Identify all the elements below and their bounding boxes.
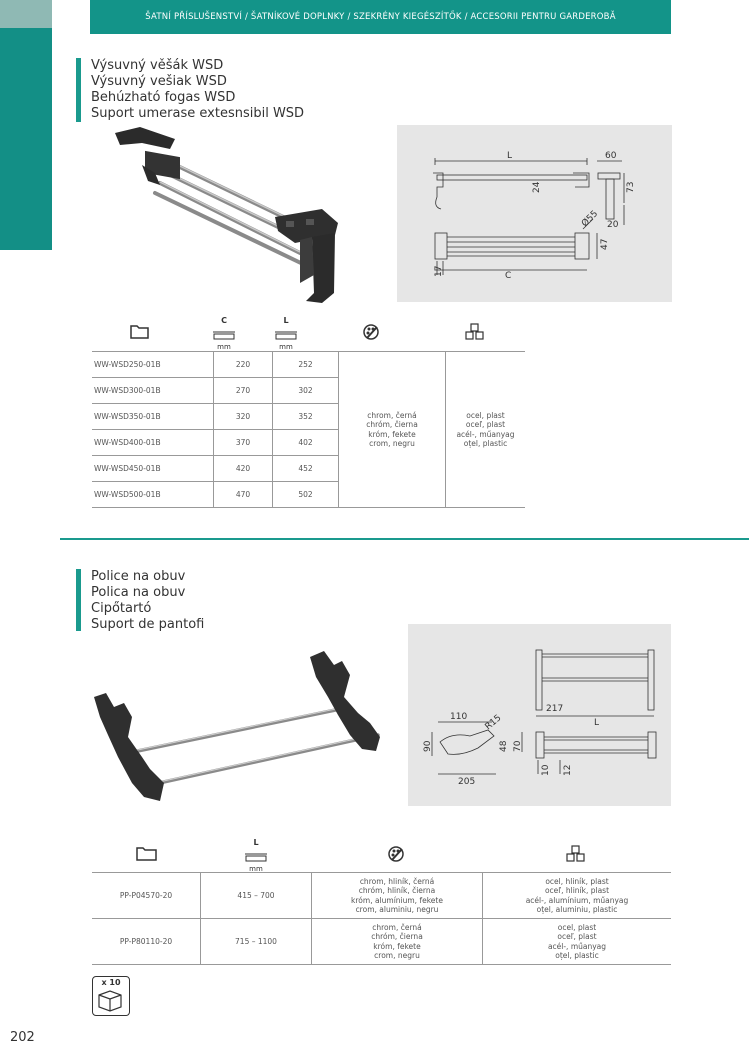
finish-cz: chrom, hliník, černá: [359, 876, 435, 886]
width-c-letter: C: [221, 316, 227, 325]
finish-ro: crom, aluminiu, negru: [355, 905, 439, 914]
dim-label-70: 70: [513, 740, 523, 752]
dim-label-10: 10: [541, 764, 551, 776]
material-ro: oțel, plastic: [463, 439, 508, 448]
title-ro: Suport de pantofi: [91, 617, 205, 632]
technical-drawing-1: [397, 125, 672, 302]
dim-label-47: 47: [600, 238, 610, 250]
title-cz: Police na obuv: [91, 569, 186, 584]
finish-ro: crom, negru: [374, 951, 420, 960]
title-sk: Polica na obuv: [91, 585, 186, 600]
package-count: x 10: [101, 978, 121, 987]
dim-label-60: 60: [605, 151, 617, 161]
cell-code: WW-WSD400-01B: [92, 430, 214, 456]
material-sk: oceľ, plast: [465, 420, 506, 429]
cell-finish: [312, 873, 483, 919]
dim-label-205: 205: [458, 777, 476, 787]
section-header: ŠATNÍ PŘÍSLUŠENSTVÍ / ŠATNÍKOVÉ DOPLNKY / SZEKRÉNY KIEGÉSZÍTŐK / ACCESORII PENTRU GARDEROBĂ: [90, 0, 671, 34]
material-sk: oceľ, plast: [557, 932, 597, 941]
title-cz: Výsuvný věšák WSD: [91, 58, 224, 73]
cell-l: 452: [273, 456, 339, 482]
cell-c: 220: [214, 352, 273, 378]
finish-hu: króm, fekete: [373, 941, 421, 951]
cell-code: PP-P04570-20: [92, 873, 201, 919]
cell-l: 252: [273, 352, 339, 378]
cell-l: 415 – 700: [201, 873, 312, 919]
title-accent-bar: [76, 569, 81, 631]
title-ro: Suport umerase extesnsibil WSD: [91, 106, 305, 121]
dim-label-L: L: [594, 718, 600, 728]
title-hu: Behúzható fogas WSD: [91, 90, 236, 105]
page-number: 202: [10, 1030, 35, 1045]
dim-label-217: 217: [546, 704, 564, 714]
dim-label-20: 20: [607, 220, 619, 230]
material-cz: ocel, plast: [557, 922, 597, 932]
material-hu: acél-, műanyag: [456, 429, 515, 439]
product-photo-wardrobe-lift: [100, 125, 350, 310]
cell-finish: [312, 919, 483, 965]
dim-label-d55: Ø55: [580, 208, 601, 230]
cell-l: 352: [273, 404, 339, 430]
dim-label-73: 73: [626, 181, 636, 193]
cell-code: WW-WSD300-01B: [92, 378, 214, 404]
width-c-icon: [212, 317, 236, 349]
dim-label-110: 110: [450, 712, 468, 722]
material-sk: oceľ, hliník, plast: [544, 886, 610, 895]
material-cz: ocel, plast: [466, 410, 505, 420]
width-l-unit: mm: [249, 865, 263, 873]
finish-ro: crom, negru: [369, 439, 415, 448]
width-l-icon: [244, 839, 268, 871]
finish-sk: chróm, čierna: [366, 420, 418, 429]
cubes-icon: [465, 323, 485, 341]
cell-c: 270: [214, 378, 273, 404]
dim-label-17: 17: [434, 265, 444, 277]
palette-icon: [387, 845, 405, 863]
material-hu: acél-, műanyag: [547, 941, 607, 951]
finish-sk: chróm, hliník, čierna: [358, 886, 436, 895]
material-ro: oțel, plastic: [555, 951, 599, 960]
cell-material: [446, 352, 526, 508]
cell-c: 470: [214, 482, 273, 508]
product-table-1: [92, 351, 525, 508]
product-table-2: [92, 872, 671, 965]
table-row: [92, 919, 671, 965]
cell-c: 370: [214, 430, 273, 456]
cell-material: [483, 873, 672, 919]
technical-drawing-2: [408, 624, 671, 806]
width-l-unit: mm: [279, 343, 293, 351]
cubes-icon: [566, 845, 586, 863]
dim-label-12: 12: [563, 764, 573, 776]
palette-icon: [362, 323, 380, 341]
cell-c: 320: [214, 404, 273, 430]
cell-code: WW-WSD250-01B: [92, 352, 214, 378]
material-cz: ocel, hliník, plast: [545, 876, 609, 886]
dim-label-90: 90: [423, 740, 433, 752]
title-sk: Výsuvný vešiak WSD: [91, 74, 227, 89]
width-l-letter: L: [253, 838, 259, 847]
dim-label-C: C: [505, 271, 512, 281]
cell-code: WW-WSD350-01B: [92, 404, 214, 430]
dim-label-R15: R15: [483, 713, 504, 733]
material-hu: acél-, alumínium, műanyag: [525, 895, 629, 905]
table-row: [92, 352, 525, 378]
cell-code: WW-WSD500-01B: [92, 482, 214, 508]
finish-hu: króm, fekete: [368, 429, 416, 439]
package-box-icon: [92, 976, 130, 1016]
width-l-icon: [274, 317, 298, 349]
width-c-unit: mm: [217, 343, 231, 351]
product-photo-shoe-rack: [88, 645, 388, 805]
dim-label-48: 48: [499, 740, 509, 752]
side-accent-light: [0, 0, 52, 28]
cell-l: 302: [273, 378, 339, 404]
cell-l: 715 – 1100: [201, 919, 312, 965]
finish-hu: króm, alumínium, fekete: [351, 895, 443, 905]
folder-icon: [136, 845, 158, 861]
title-hu: Cipőtartó: [91, 601, 152, 616]
cell-finish: [339, 352, 446, 508]
dim-label-24: 24: [532, 181, 542, 193]
cell-l: 502: [273, 482, 339, 508]
section-divider: [60, 538, 749, 540]
width-l-letter: L: [283, 316, 289, 325]
cell-c: 420: [214, 456, 273, 482]
finish-cz: chrom, černá: [372, 922, 422, 932]
material-ro: oțel, aluminiu, plastic: [536, 905, 618, 914]
cell-code: PP-P80110-20: [92, 919, 201, 965]
cell-material: [483, 919, 672, 965]
side-accent-dark: [0, 28, 52, 250]
cell-code: WW-WSD450-01B: [92, 456, 214, 482]
dim-label-L: L: [507, 151, 513, 161]
folder-icon: [130, 323, 150, 339]
finish-sk: chróm, čierna: [371, 932, 423, 941]
title-accent-bar: [76, 58, 81, 122]
cell-l: 402: [273, 430, 339, 456]
table-row: [92, 873, 671, 919]
finish-cz: chrom, černá: [367, 410, 417, 420]
